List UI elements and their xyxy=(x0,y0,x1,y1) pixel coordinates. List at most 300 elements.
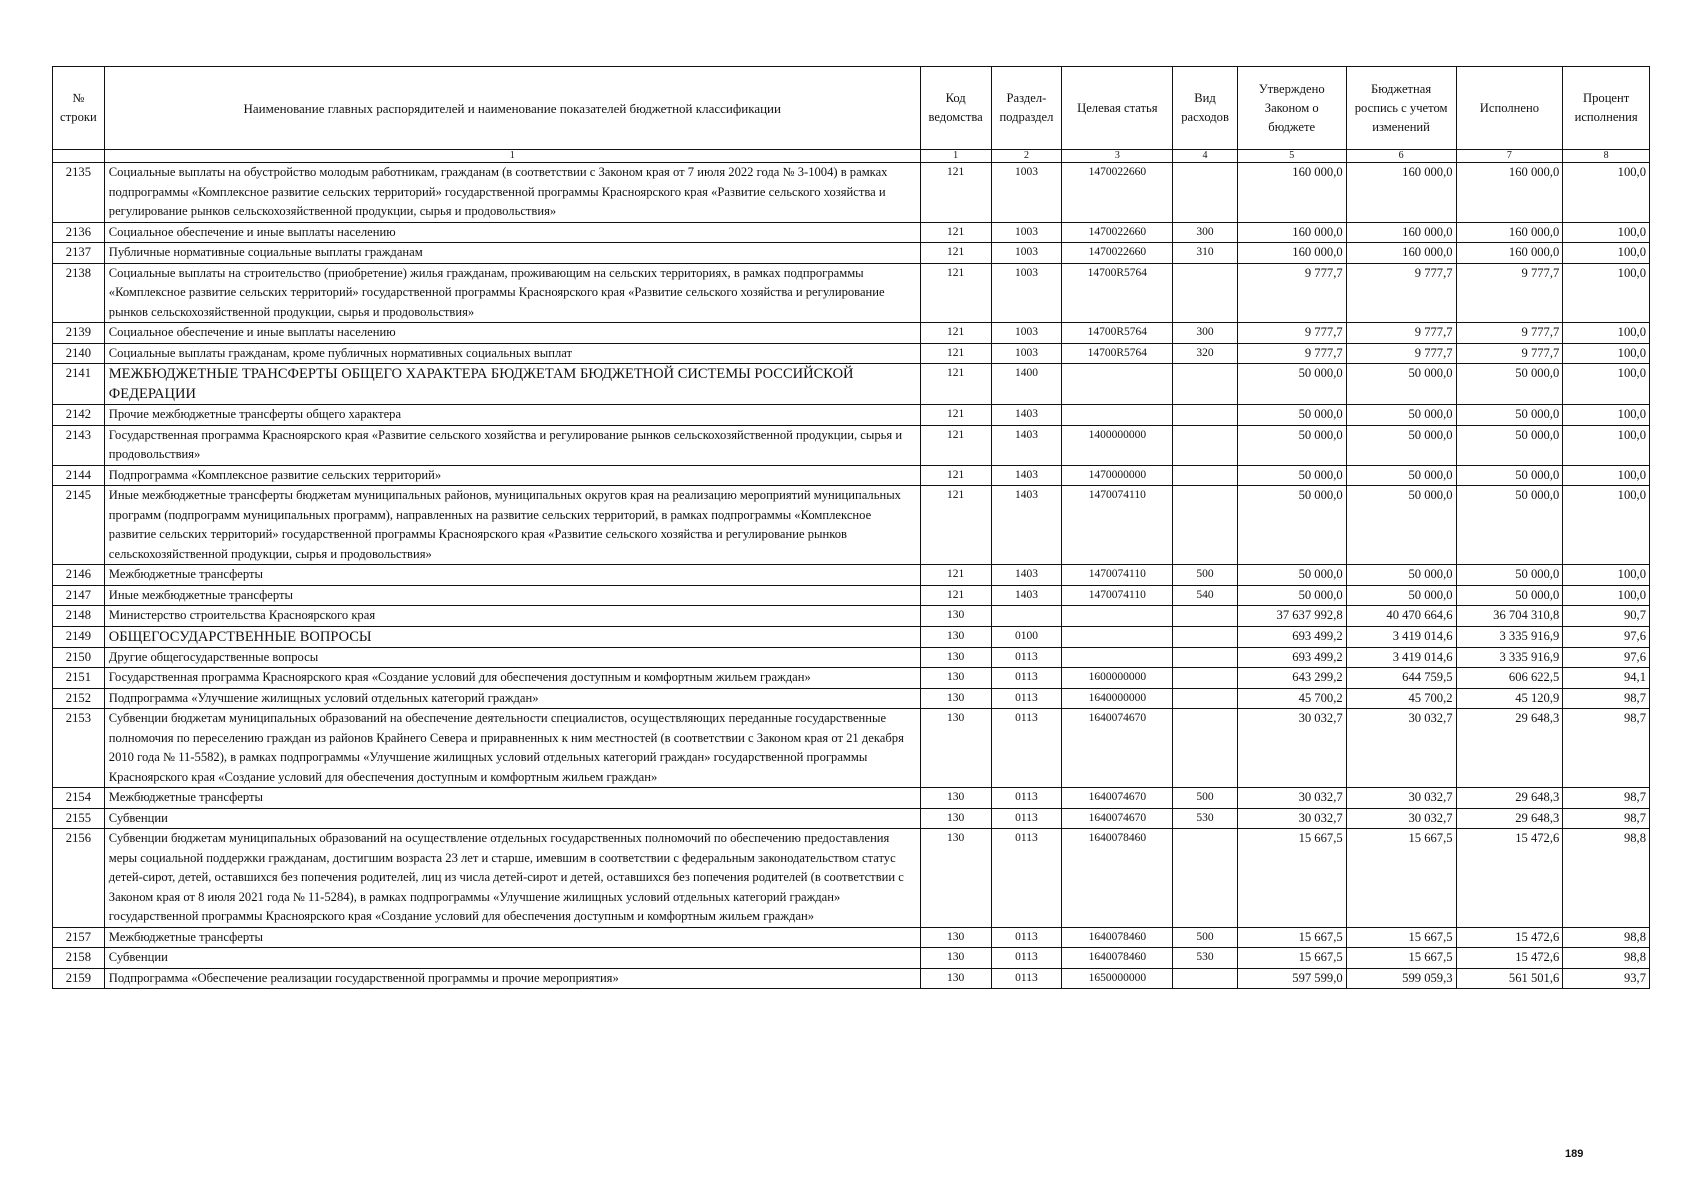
row-executed: 50 000,0 xyxy=(1456,405,1563,426)
row-section: 0113 xyxy=(991,709,1062,788)
row-name: Государственная программа Красноярского края «Создание условий для обеспечения доступным и комфортным жильем граждан» xyxy=(104,668,920,689)
row-budget: 50 000,0 xyxy=(1346,585,1456,606)
table-row xyxy=(53,927,1650,948)
row-executed: 15 472,6 xyxy=(1456,927,1563,948)
row-code: 121 xyxy=(920,343,991,364)
row-executed: 160 000,0 xyxy=(1456,243,1563,264)
row-percent: 98,7 xyxy=(1563,709,1650,788)
row-number: 2156 xyxy=(53,829,105,928)
row-target: 1470000000 xyxy=(1062,465,1173,486)
header-row xyxy=(53,67,1650,150)
row-target: 14700R5764 xyxy=(1062,323,1173,344)
row-target: 1400000000 xyxy=(1062,425,1173,465)
row-type xyxy=(1173,425,1237,465)
row-type xyxy=(1173,606,1237,627)
row-executed: 29 648,3 xyxy=(1456,709,1563,788)
table-row xyxy=(53,323,1650,344)
row-percent: 97,6 xyxy=(1563,626,1650,647)
row-approved: 45 700,2 xyxy=(1237,688,1346,709)
row-type xyxy=(1173,968,1237,989)
row-budget: 9 777,7 xyxy=(1346,323,1456,344)
row-approved: 9 777,7 xyxy=(1237,343,1346,364)
row-name: Субвенции бюджетам муниципальных образований на обеспечение деятельности специалистов, осуществляющих переданные государственные полномочия по переселению граждан из районов Крайнего Севера и приравненных к ним местностей (в соответствии с Законом края от 21 декабря 2010 года № 11-5582), в рамках подпрограммы «Улучшение жилищных условий отдельных категорий граждан» государственной программы Красноярского края «Создание условий для обеспечения доступным и комфортным жильем граждан» xyxy=(104,709,920,788)
row-target: 14700R5764 xyxy=(1062,263,1173,323)
row-section: 1003 xyxy=(991,243,1062,264)
row-number: 2140 xyxy=(53,343,105,364)
row-budget: 50 000,0 xyxy=(1346,486,1456,565)
header-section: Раздел-подраздел xyxy=(991,67,1062,150)
row-code: 121 xyxy=(920,565,991,586)
header-budget: Бюджетная роспись с учетом изменений xyxy=(1346,67,1456,150)
row-approved: 160 000,0 xyxy=(1237,222,1346,243)
row-name: Субвенции xyxy=(104,948,920,969)
row-code: 130 xyxy=(920,948,991,969)
row-number: 2146 xyxy=(53,565,105,586)
row-number: 2153 xyxy=(53,709,105,788)
row-percent: 100,0 xyxy=(1563,263,1650,323)
table-row xyxy=(53,626,1650,647)
table-row xyxy=(53,425,1650,465)
row-section: 0113 xyxy=(991,927,1062,948)
column-number: 7 xyxy=(1456,150,1563,163)
row-number: 2152 xyxy=(53,688,105,709)
row-name: Субвенции xyxy=(104,808,920,829)
row-executed: 50 000,0 xyxy=(1456,465,1563,486)
row-approved: 15 667,5 xyxy=(1237,948,1346,969)
row-name: Социальные выплаты гражданам, кроме публичных нормативных социальных выплат xyxy=(104,343,920,364)
column-number: 1 xyxy=(920,150,991,163)
row-code: 130 xyxy=(920,788,991,809)
row-budget: 160 000,0 xyxy=(1346,243,1456,264)
table-row xyxy=(53,263,1650,323)
row-percent: 98,7 xyxy=(1563,808,1650,829)
row-section: 0100 xyxy=(991,626,1062,647)
row-approved: 9 777,7 xyxy=(1237,263,1346,323)
row-number: 2145 xyxy=(53,486,105,565)
row-type xyxy=(1173,163,1237,223)
row-approved: 50 000,0 xyxy=(1237,465,1346,486)
row-approved: 160 000,0 xyxy=(1237,163,1346,223)
row-executed: 50 000,0 xyxy=(1456,425,1563,465)
row-target: 14700R5764 xyxy=(1062,343,1173,364)
row-number: 2159 xyxy=(53,968,105,989)
row-target: 1470022660 xyxy=(1062,243,1173,264)
row-approved: 30 032,7 xyxy=(1237,709,1346,788)
row-number: 2151 xyxy=(53,668,105,689)
row-name: Прочие межбюджетные трансферты общего характера xyxy=(104,405,920,426)
row-code: 121 xyxy=(920,323,991,344)
row-number: 2137 xyxy=(53,243,105,264)
row-number: 2141 xyxy=(53,364,105,405)
row-budget: 15 667,5 xyxy=(1346,948,1456,969)
table-row xyxy=(53,364,1650,405)
row-name: Межбюджетные трансферты xyxy=(104,927,920,948)
row-section: 0113 xyxy=(991,968,1062,989)
row-number: 2149 xyxy=(53,626,105,647)
row-target: 1470074110 xyxy=(1062,585,1173,606)
table-row xyxy=(53,243,1650,264)
row-executed: 50 000,0 xyxy=(1456,486,1563,565)
row-budget: 3 419 014,6 xyxy=(1346,647,1456,668)
table-row xyxy=(53,968,1650,989)
row-percent: 97,6 xyxy=(1563,647,1650,668)
row-target xyxy=(1062,606,1173,627)
row-budget: 50 000,0 xyxy=(1346,465,1456,486)
row-percent: 100,0 xyxy=(1563,323,1650,344)
row-executed: 50 000,0 xyxy=(1456,565,1563,586)
row-approved: 50 000,0 xyxy=(1237,565,1346,586)
table-row xyxy=(53,163,1650,223)
row-number: 2136 xyxy=(53,222,105,243)
budget-report-page xyxy=(52,66,1650,989)
row-section: 1003 xyxy=(991,263,1062,323)
row-budget: 15 667,5 xyxy=(1346,829,1456,928)
row-percent: 100,0 xyxy=(1563,565,1650,586)
row-section: 0113 xyxy=(991,668,1062,689)
row-approved: 37 637 992,8 xyxy=(1237,606,1346,627)
row-percent: 100,0 xyxy=(1563,585,1650,606)
table-row xyxy=(53,668,1650,689)
row-target: 1600000000 xyxy=(1062,668,1173,689)
row-name: Публичные нормативные социальные выплаты гражданам xyxy=(104,243,920,264)
column-number: 3 xyxy=(1062,150,1173,163)
row-executed: 9 777,7 xyxy=(1456,343,1563,364)
row-number: 2147 xyxy=(53,585,105,606)
row-type xyxy=(1173,688,1237,709)
row-type: 300 xyxy=(1173,222,1237,243)
row-percent: 100,0 xyxy=(1563,163,1650,223)
row-type: 540 xyxy=(1173,585,1237,606)
row-type: 530 xyxy=(1173,808,1237,829)
row-approved: 597 599,0 xyxy=(1237,968,1346,989)
row-section: 0113 xyxy=(991,688,1062,709)
row-budget: 50 000,0 xyxy=(1346,405,1456,426)
row-target xyxy=(1062,364,1173,405)
row-code: 130 xyxy=(920,968,991,989)
row-code: 121 xyxy=(920,243,991,264)
row-budget: 160 000,0 xyxy=(1346,222,1456,243)
row-budget: 30 032,7 xyxy=(1346,709,1456,788)
row-target: 1640078460 xyxy=(1062,829,1173,928)
row-code: 121 xyxy=(920,364,991,405)
row-budget: 644 759,5 xyxy=(1346,668,1456,689)
row-budget: 30 032,7 xyxy=(1346,788,1456,809)
row-executed: 561 501,6 xyxy=(1456,968,1563,989)
row-type xyxy=(1173,364,1237,405)
row-budget: 50 000,0 xyxy=(1346,425,1456,465)
row-approved: 9 777,7 xyxy=(1237,323,1346,344)
row-target: 1470022660 xyxy=(1062,163,1173,223)
row-section: 0113 xyxy=(991,829,1062,928)
row-budget: 50 000,0 xyxy=(1346,565,1456,586)
table-row xyxy=(53,688,1650,709)
row-name: Социальное обеспечение и иные выплаты населению xyxy=(104,222,920,243)
row-approved: 30 032,7 xyxy=(1237,808,1346,829)
row-name: ОБЩЕГОСУДАРСТВЕННЫЕ ВОПРОСЫ xyxy=(104,626,920,647)
row-budget: 599 059,3 xyxy=(1346,968,1456,989)
row-target: 1470074110 xyxy=(1062,486,1173,565)
row-executed: 160 000,0 xyxy=(1456,163,1563,223)
row-executed: 9 777,7 xyxy=(1456,323,1563,344)
header-percent: Процент исполнения xyxy=(1563,67,1650,150)
row-code: 121 xyxy=(920,263,991,323)
row-target: 1640074670 xyxy=(1062,788,1173,809)
row-code: 130 xyxy=(920,626,991,647)
row-executed: 29 648,3 xyxy=(1456,788,1563,809)
row-approved: 50 000,0 xyxy=(1237,486,1346,565)
column-number: 2 xyxy=(991,150,1062,163)
row-budget: 30 032,7 xyxy=(1346,808,1456,829)
row-target: 1640078460 xyxy=(1062,948,1173,969)
row-executed: 15 472,6 xyxy=(1456,948,1563,969)
row-name: Государственная программа Красноярского края «Развитие сельского хозяйства и регулирование рынков сельскохозяйственной продукции, сырья и продовольствия» xyxy=(104,425,920,465)
row-percent: 100,0 xyxy=(1563,343,1650,364)
row-number: 2150 xyxy=(53,647,105,668)
row-percent: 98,7 xyxy=(1563,688,1650,709)
row-name: Другие общегосударственные вопросы xyxy=(104,647,920,668)
row-target: 1640078460 xyxy=(1062,927,1173,948)
row-executed: 3 335 916,9 xyxy=(1456,626,1563,647)
row-target xyxy=(1062,647,1173,668)
row-approved: 50 000,0 xyxy=(1237,405,1346,426)
row-approved: 50 000,0 xyxy=(1237,585,1346,606)
row-target: 1470074110 xyxy=(1062,565,1173,586)
column-number: 6 xyxy=(1346,150,1456,163)
row-executed: 45 120,9 xyxy=(1456,688,1563,709)
row-number: 2158 xyxy=(53,948,105,969)
row-type xyxy=(1173,668,1237,689)
row-approved: 693 499,2 xyxy=(1237,626,1346,647)
column-number: 4 xyxy=(1173,150,1237,163)
row-name: Иные межбюджетные трансферты xyxy=(104,585,920,606)
row-type: 310 xyxy=(1173,243,1237,264)
row-budget: 9 777,7 xyxy=(1346,263,1456,323)
column-number: 1 xyxy=(104,150,920,163)
table-row xyxy=(53,585,1650,606)
row-section: 1003 xyxy=(991,163,1062,223)
row-percent: 98,8 xyxy=(1563,948,1650,969)
row-number: 2138 xyxy=(53,263,105,323)
row-name: Подпрограмма «Улучшение жилищных условий отдельных категорий граждан» xyxy=(104,688,920,709)
row-code: 121 xyxy=(920,465,991,486)
row-budget: 9 777,7 xyxy=(1346,343,1456,364)
row-approved: 15 667,5 xyxy=(1237,829,1346,928)
row-percent: 100,0 xyxy=(1563,425,1650,465)
row-approved: 50 000,0 xyxy=(1237,364,1346,405)
header-code: Код ведомства xyxy=(920,67,991,150)
row-budget: 15 667,5 xyxy=(1346,927,1456,948)
row-section: 0113 xyxy=(991,948,1062,969)
row-percent: 98,8 xyxy=(1563,829,1650,928)
table-row xyxy=(53,222,1650,243)
row-name: Подпрограмма «Комплексное развитие сельских территорий» xyxy=(104,465,920,486)
header-name: Наименование главных распорядителей и наименование показателей бюджетной классификации xyxy=(104,67,920,150)
row-executed: 606 622,5 xyxy=(1456,668,1563,689)
table-row xyxy=(53,565,1650,586)
row-code: 130 xyxy=(920,808,991,829)
row-percent: 90,7 xyxy=(1563,606,1650,627)
row-budget: 50 000,0 xyxy=(1346,364,1456,405)
row-executed: 9 777,7 xyxy=(1456,263,1563,323)
row-type xyxy=(1173,486,1237,565)
row-target: 1640074670 xyxy=(1062,808,1173,829)
row-type: 500 xyxy=(1173,565,1237,586)
row-executed: 3 335 916,9 xyxy=(1456,647,1563,668)
row-section: 0113 xyxy=(991,808,1062,829)
table-row xyxy=(53,465,1650,486)
row-section: 1403 xyxy=(991,585,1062,606)
table-row xyxy=(53,343,1650,364)
row-percent: 100,0 xyxy=(1563,364,1650,405)
row-approved: 15 667,5 xyxy=(1237,927,1346,948)
row-section: 0113 xyxy=(991,788,1062,809)
row-target: 1640074670 xyxy=(1062,709,1173,788)
row-number: 2135 xyxy=(53,163,105,223)
row-target xyxy=(1062,405,1173,426)
row-type xyxy=(1173,626,1237,647)
table-row xyxy=(53,486,1650,565)
table-body xyxy=(53,163,1650,989)
row-percent: 98,8 xyxy=(1563,927,1650,948)
row-target: 1650000000 xyxy=(1062,968,1173,989)
row-name: Социальное обеспечение и иные выплаты населению xyxy=(104,323,920,344)
table-row xyxy=(53,405,1650,426)
row-code: 121 xyxy=(920,585,991,606)
row-code: 130 xyxy=(920,829,991,928)
header-approved: Утверждено Законом о бюджете xyxy=(1237,67,1346,150)
table-row xyxy=(53,606,1650,627)
row-approved: 643 299,2 xyxy=(1237,668,1346,689)
row-type xyxy=(1173,709,1237,788)
row-number: 2157 xyxy=(53,927,105,948)
row-name: Социальные выплаты на строительство (приобретение) жилья гражданам, проживающим на сельских территориях, в рамках подпрограммы «Комплексное развитие сельских территорий» государственной программы Красноярского края «Развитие сельского хозяйства и регулирование рынков сельскохозяйственной продукции, сырья и продовольствия» xyxy=(104,263,920,323)
row-section: 1403 xyxy=(991,425,1062,465)
row-type xyxy=(1173,263,1237,323)
row-number: 2139 xyxy=(53,323,105,344)
row-executed: 50 000,0 xyxy=(1456,585,1563,606)
row-executed: 36 704 310,8 xyxy=(1456,606,1563,627)
row-section: 1403 xyxy=(991,465,1062,486)
table-row xyxy=(53,788,1650,809)
table-row xyxy=(53,647,1650,668)
row-name: Субвенции бюджетам муниципальных образований на осуществление отдельных государственных полномочий по обеспечению предоставления меры социальной поддержки гражданам, достигшим возраста 23 лет и старше, имевшим в соответствии с федеральным законодательством статус детей-сирот, детей, оставшихся без попечения родителей, лиц из числа детей-сирот и детей, оставшихся без попечения родителей (в соответствии с Законом края от 8 июля 2021 года № 11-5284), в рамках подпрограммы «Улучшение жилищных условий отдельных категорий граждан» государственной программы Красноярского края «Создание условий для обеспечения доступным и комфортным жильем граждан» xyxy=(104,829,920,928)
row-code: 121 xyxy=(920,425,991,465)
row-section xyxy=(991,606,1062,627)
row-percent: 100,0 xyxy=(1563,222,1650,243)
row-name: Иные межбюджетные трансферты бюджетам муниципальных районов, муниципальных округов края на реализацию мероприятий муниципальных программ (подпрограмм муниципальных программ), направленных на развитие сельских территорий, в рамках подпрограммы «Комплексное развитие сельских территорий» государственной программы Красноярского края «Развитие сельского хозяйства и регулирование рынков сельскохозяйственной продукции, сырья и продовольствия» xyxy=(104,486,920,565)
column-number: 5 xyxy=(1237,150,1346,163)
row-number: 2148 xyxy=(53,606,105,627)
row-section: 1003 xyxy=(991,323,1062,344)
budget-table xyxy=(52,66,1650,989)
row-type xyxy=(1173,829,1237,928)
header-executed: Исполнено xyxy=(1456,67,1563,150)
row-type: 300 xyxy=(1173,323,1237,344)
row-number: 2155 xyxy=(53,808,105,829)
row-budget: 40 470 664,6 xyxy=(1346,606,1456,627)
row-code: 121 xyxy=(920,486,991,565)
row-type xyxy=(1173,647,1237,668)
header-target: Целевая статья xyxy=(1062,67,1173,150)
table-row xyxy=(53,948,1650,969)
row-percent: 94,1 xyxy=(1563,668,1650,689)
row-target: 1470022660 xyxy=(1062,222,1173,243)
header-type: Вид расходов xyxy=(1173,67,1237,150)
row-name: Межбюджетные трансферты xyxy=(104,788,920,809)
page-number: 189 xyxy=(1565,1148,1584,1160)
row-target xyxy=(1062,626,1173,647)
row-number: 2143 xyxy=(53,425,105,465)
header-row-no: № строки xyxy=(53,67,105,150)
row-section: 1403 xyxy=(991,565,1062,586)
row-name: Подпрограмма «Обеспечение реализации государственной программы и прочие мероприятия» xyxy=(104,968,920,989)
table-row xyxy=(53,829,1650,928)
row-name: МЕЖБЮДЖЕТНЫЕ ТРАНСФЕРТЫ ОБЩЕГО ХАРАКТЕРА БЮДЖЕТАМ БЮДЖЕТНОЙ СИСТЕМЫ РОССИЙСКОЙ ФЕДЕРАЦИИ xyxy=(104,364,920,405)
row-approved: 50 000,0 xyxy=(1237,425,1346,465)
row-approved: 30 032,7 xyxy=(1237,788,1346,809)
row-executed: 160 000,0 xyxy=(1456,222,1563,243)
row-number: 2154 xyxy=(53,788,105,809)
row-percent: 100,0 xyxy=(1563,243,1650,264)
row-executed: 29 648,3 xyxy=(1456,808,1563,829)
row-percent: 98,7 xyxy=(1563,788,1650,809)
row-executed: 50 000,0 xyxy=(1456,364,1563,405)
table-row xyxy=(53,808,1650,829)
row-section: 1003 xyxy=(991,222,1062,243)
column-number xyxy=(53,150,105,163)
table-row xyxy=(53,709,1650,788)
row-section: 1403 xyxy=(991,486,1062,565)
column-number: 8 xyxy=(1563,150,1650,163)
row-code: 121 xyxy=(920,163,991,223)
row-section: 0113 xyxy=(991,647,1062,668)
row-approved: 160 000,0 xyxy=(1237,243,1346,264)
row-type: 320 xyxy=(1173,343,1237,364)
row-name: Социальные выплаты на обустройство молодым работникам, гражданам (в соответствии с Законом края от 7 июля 2022 года № 3-1004) в рамках подпрограммы «Комплексное развитие сельских территорий» государственной программы Красноярского края «Развитие сельского хозяйства и регулирование рынков сельскохозяйственной продукции, сырья и продовольствия» xyxy=(104,163,920,223)
row-code: 130 xyxy=(920,709,991,788)
row-approved: 693 499,2 xyxy=(1237,647,1346,668)
row-code: 130 xyxy=(920,647,991,668)
row-name: Министерство строительства Красноярского края xyxy=(104,606,920,627)
row-section: 1400 xyxy=(991,364,1062,405)
row-number: 2144 xyxy=(53,465,105,486)
row-section: 1403 xyxy=(991,405,1062,426)
row-code: 130 xyxy=(920,606,991,627)
row-percent: 100,0 xyxy=(1563,405,1650,426)
row-executed: 15 472,6 xyxy=(1456,829,1563,928)
row-code: 130 xyxy=(920,927,991,948)
row-type: 530 xyxy=(1173,948,1237,969)
row-type xyxy=(1173,405,1237,426)
row-type xyxy=(1173,465,1237,486)
row-type: 500 xyxy=(1173,788,1237,809)
row-code: 121 xyxy=(920,222,991,243)
row-percent: 100,0 xyxy=(1563,486,1650,565)
row-section: 1003 xyxy=(991,343,1062,364)
row-budget: 45 700,2 xyxy=(1346,688,1456,709)
row-percent: 93,7 xyxy=(1563,968,1650,989)
row-percent: 100,0 xyxy=(1563,465,1650,486)
column-numbers-row xyxy=(53,150,1650,163)
row-code: 130 xyxy=(920,688,991,709)
row-name: Межбюджетные трансферты xyxy=(104,565,920,586)
row-budget: 160 000,0 xyxy=(1346,163,1456,223)
row-type: 500 xyxy=(1173,927,1237,948)
row-code: 130 xyxy=(920,668,991,689)
row-target: 1640000000 xyxy=(1062,688,1173,709)
row-budget: 3 419 014,6 xyxy=(1346,626,1456,647)
row-code: 121 xyxy=(920,405,991,426)
